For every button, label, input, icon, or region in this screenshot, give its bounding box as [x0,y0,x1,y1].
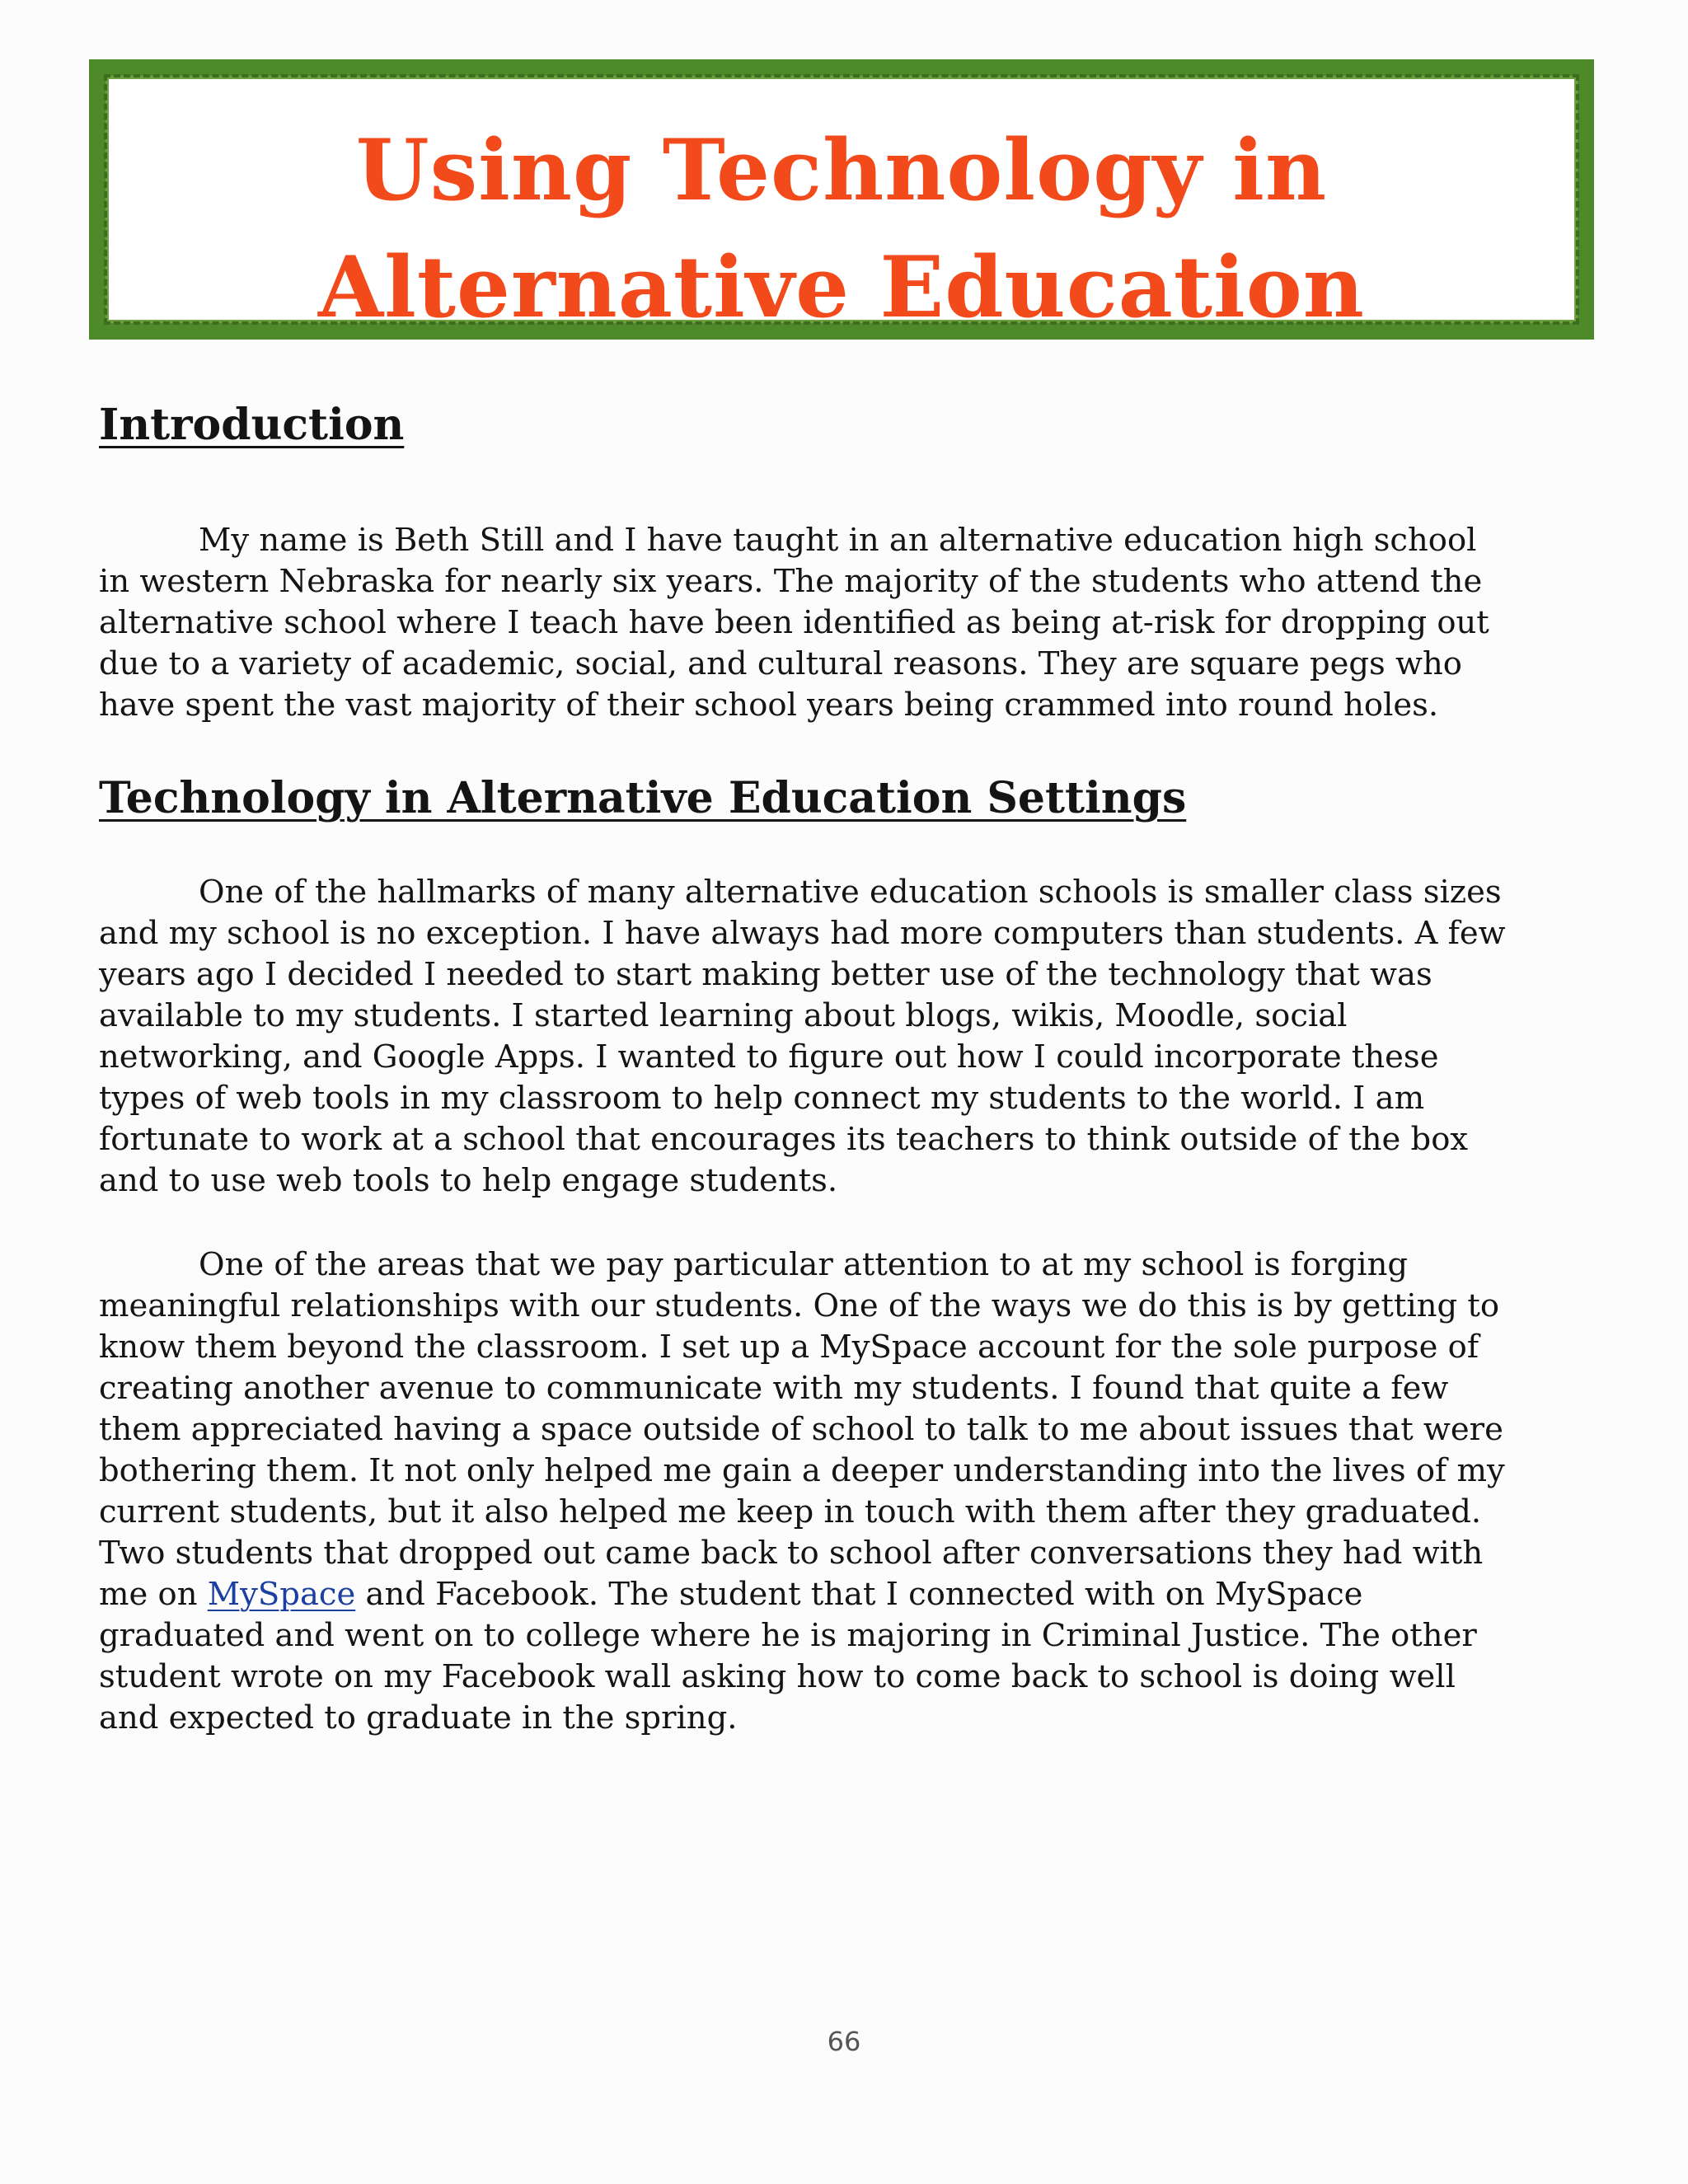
paragraph-line: Two students that dropped out came back to school after conversations they had with [99,1535,1484,1572]
paragraph-line: networking, and Google Apps. I wanted to figure out how I could incorporate these [99,1038,1439,1076]
page-title [106,112,1578,346]
intro-paragraph [99,520,1599,726]
link-line-before: me on [99,1576,208,1613]
title-line-2: Alternative Education [318,238,1365,337]
technology-paragraph-2 [99,1244,1599,1739]
paragraph-line: My name is Beth Still and I have taught in an alternative education high school [199,522,1477,559]
page-number: 66 [827,2026,861,2057]
paragraph-line: current students, but it also helped me keep in touch with them after they graduated. [99,1493,1482,1530]
paragraph-line: bothering them. It not only helped me gain a deeper understanding into the lives of my [99,1452,1505,1489]
paragraph-line: meaningful relationships with our students. One of the ways we do this is by getting to [99,1287,1500,1324]
title-banner [89,59,1594,340]
title-line-1: Using Technology in [355,121,1328,220]
link-line-after: and Facebook. The student that I connected with on MySpace [355,1576,1363,1613]
paragraph-line: creating another avenue to communicate with my students. I found that quite a few [99,1370,1449,1407]
paragraph-line: and my school is no exception. I have always had more computers than students. A few [99,915,1506,952]
myspace-link[interactable]: MySpace [207,1576,356,1613]
paragraph-line: One of the hallmarks of many alternative education schools is smaller class sizes [199,874,1502,911]
paragraph-line: and expected to graduate in the spring. [99,1699,738,1736]
paragraph-line: available to my students. I started learning about blogs, wikis, Moodle, social [99,997,1348,1034]
paragraph-line: due to a variety of academic, social, and cultural reasons. They are square pegs who [99,645,1462,682]
paragraph-line: years ago I decided I needed to start making better use of the technology that was [99,956,1432,993]
paragraph-line: One of the areas that we pay particular attention to at my school is forging [199,1246,1409,1283]
paragraph-line: types of web tools in my classroom to help connect my students to the world. I am [99,1080,1425,1117]
paragraph-line: student wrote on my Facebook wall asking how to come back to school is doing well [99,1658,1456,1695]
paragraph-line: and to use web tools to help engage students. [99,1162,838,1199]
paragraph-line: graduated and went on to college where he is majoring in Criminal Justice. The other [99,1617,1477,1654]
paragraph-line-with-link [99,1574,1599,1615]
paragraph-line: in western Nebraska for nearly six years. The majority of the students who attend the [99,563,1483,600]
paragraph-line: fortunate to work at a school that encourages its teachers to think outside of the box [99,1121,1469,1158]
section-heading-technology: Technology in Alternative Education Settings [99,773,1187,823]
paragraph-line: know them beyond the classroom. I set up a MySpace account for the sole purpose of [99,1329,1479,1366]
technology-paragraph-1 [99,872,1599,1202]
paragraph-line: them appreciated having a space outside of school to talk to me about issues that were [99,1411,1503,1448]
section-heading-introduction: Introduction [99,400,405,450]
paragraph-line: alternative school where I teach have been identified as being at-risk for dropping out [99,604,1489,641]
paragraph-line: have spent the vast majority of their school years being crammed into round holes. [99,687,1439,724]
